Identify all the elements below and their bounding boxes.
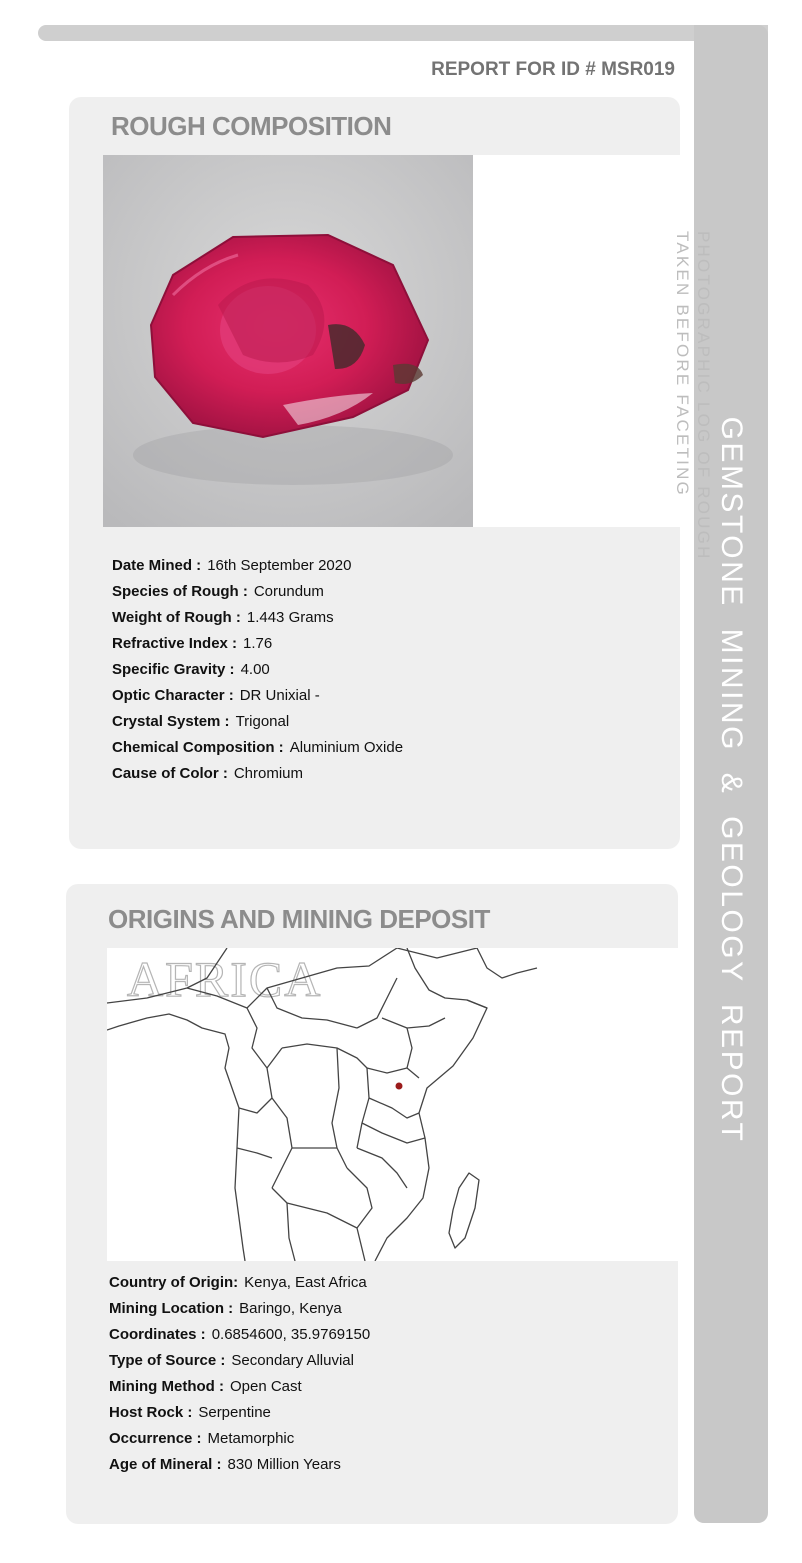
detail-row: [112, 609, 403, 635]
detail-label: Date Mined :: [112, 557, 202, 574]
detail-value: Chromium: [233, 765, 304, 782]
detail-label: Cause of Color :: [112, 765, 228, 782]
detail-label: Coordinates :: [109, 1326, 206, 1343]
detail-label: Mining Method :: [109, 1378, 224, 1395]
detail-value: 16th September 2020: [207, 557, 352, 574]
detail-row: [109, 1456, 370, 1482]
detail-value: Open Cast: [229, 1378, 302, 1395]
detail-label: Host Rock :: [109, 1404, 193, 1421]
detail-value: DR Unixial -: [239, 687, 320, 704]
detail-row: [109, 1404, 370, 1430]
detail-row: [112, 661, 403, 687]
mining-location-marker: [396, 1083, 403, 1090]
detail-label: Occurrence :: [109, 1430, 202, 1447]
detail-row: [109, 1378, 370, 1404]
photo-caption-line2: TAKEN BEFORE FACETING: [673, 231, 692, 497]
detail-label: Weight of Rough :: [112, 609, 241, 626]
detail-row: [112, 739, 403, 765]
detail-label: Age of Mineral :: [109, 1456, 222, 1473]
origins-panel: [66, 884, 678, 1524]
header-bar: [38, 25, 768, 41]
side-title-text: GEMSTONE MINING & GEOLOGY REPORT: [715, 416, 748, 1144]
detail-value: 0.6854600, 35.9769150: [211, 1326, 371, 1343]
detail-value: Metamorphic: [207, 1430, 295, 1447]
detail-row: [109, 1352, 370, 1378]
detail-row: [112, 635, 403, 661]
detail-row: [109, 1430, 370, 1456]
rough-gemstone-photo: [103, 155, 473, 527]
detail-value: 830 Million Years: [227, 1456, 341, 1473]
rough-details-list: [112, 557, 403, 791]
rough-composition-panel: [69, 97, 713, 849]
africa-map: [107, 948, 573, 1261]
detail-row: [112, 713, 403, 739]
detail-value: 4.00: [240, 661, 270, 678]
map-label: AFRICA: [127, 951, 323, 1007]
detail-label: Chemical Composition :: [112, 739, 284, 756]
detail-label: Country of Origin:: [109, 1274, 239, 1291]
detail-label: Specific Gravity :: [112, 661, 235, 678]
detail-row: [109, 1326, 370, 1352]
detail-value: Serpentine: [198, 1404, 271, 1421]
detail-value: Baringo, Kenya: [239, 1300, 342, 1317]
detail-value: Corundum: [253, 583, 324, 600]
report-id: REPORT FOR ID # MSR019: [431, 59, 675, 80]
detail-label: Mining Location :: [109, 1300, 234, 1317]
detail-row: [112, 583, 403, 609]
rough-composition-title: ROUGH COMPOSITION: [111, 111, 392, 141]
detail-value: Kenya, East Africa: [244, 1274, 367, 1291]
detail-value: Trigonal: [235, 713, 290, 730]
rough-photo-area: [103, 155, 713, 561]
detail-label: Crystal System :: [112, 713, 230, 730]
detail-value: Aluminium Oxide: [289, 739, 404, 756]
detail-row: [112, 765, 403, 791]
detail-row: [112, 557, 403, 583]
detail-row: [109, 1300, 370, 1326]
detail-label: Optic Character :: [112, 687, 234, 704]
origins-details-list: [109, 1274, 370, 1482]
detail-value: Secondary Alluvial: [231, 1352, 354, 1369]
detail-label: Refractive Index :: [112, 635, 238, 652]
photo-caption: [668, 231, 728, 561]
detail-value: 1.443 Grams: [246, 609, 334, 626]
photo-caption-line1: PHOTOGRAPHIC LOG OF ROUGH: [694, 231, 713, 561]
detail-label: Type of Source :: [109, 1352, 226, 1369]
detail-row: [112, 687, 403, 713]
origins-title: ORIGINS AND MINING DEPOSIT: [108, 904, 490, 934]
origin-map-area: [107, 948, 678, 1261]
detail-label: Species of Rough :: [112, 583, 248, 600]
detail-value: 1.76: [243, 635, 273, 652]
detail-row: [109, 1274, 370, 1300]
